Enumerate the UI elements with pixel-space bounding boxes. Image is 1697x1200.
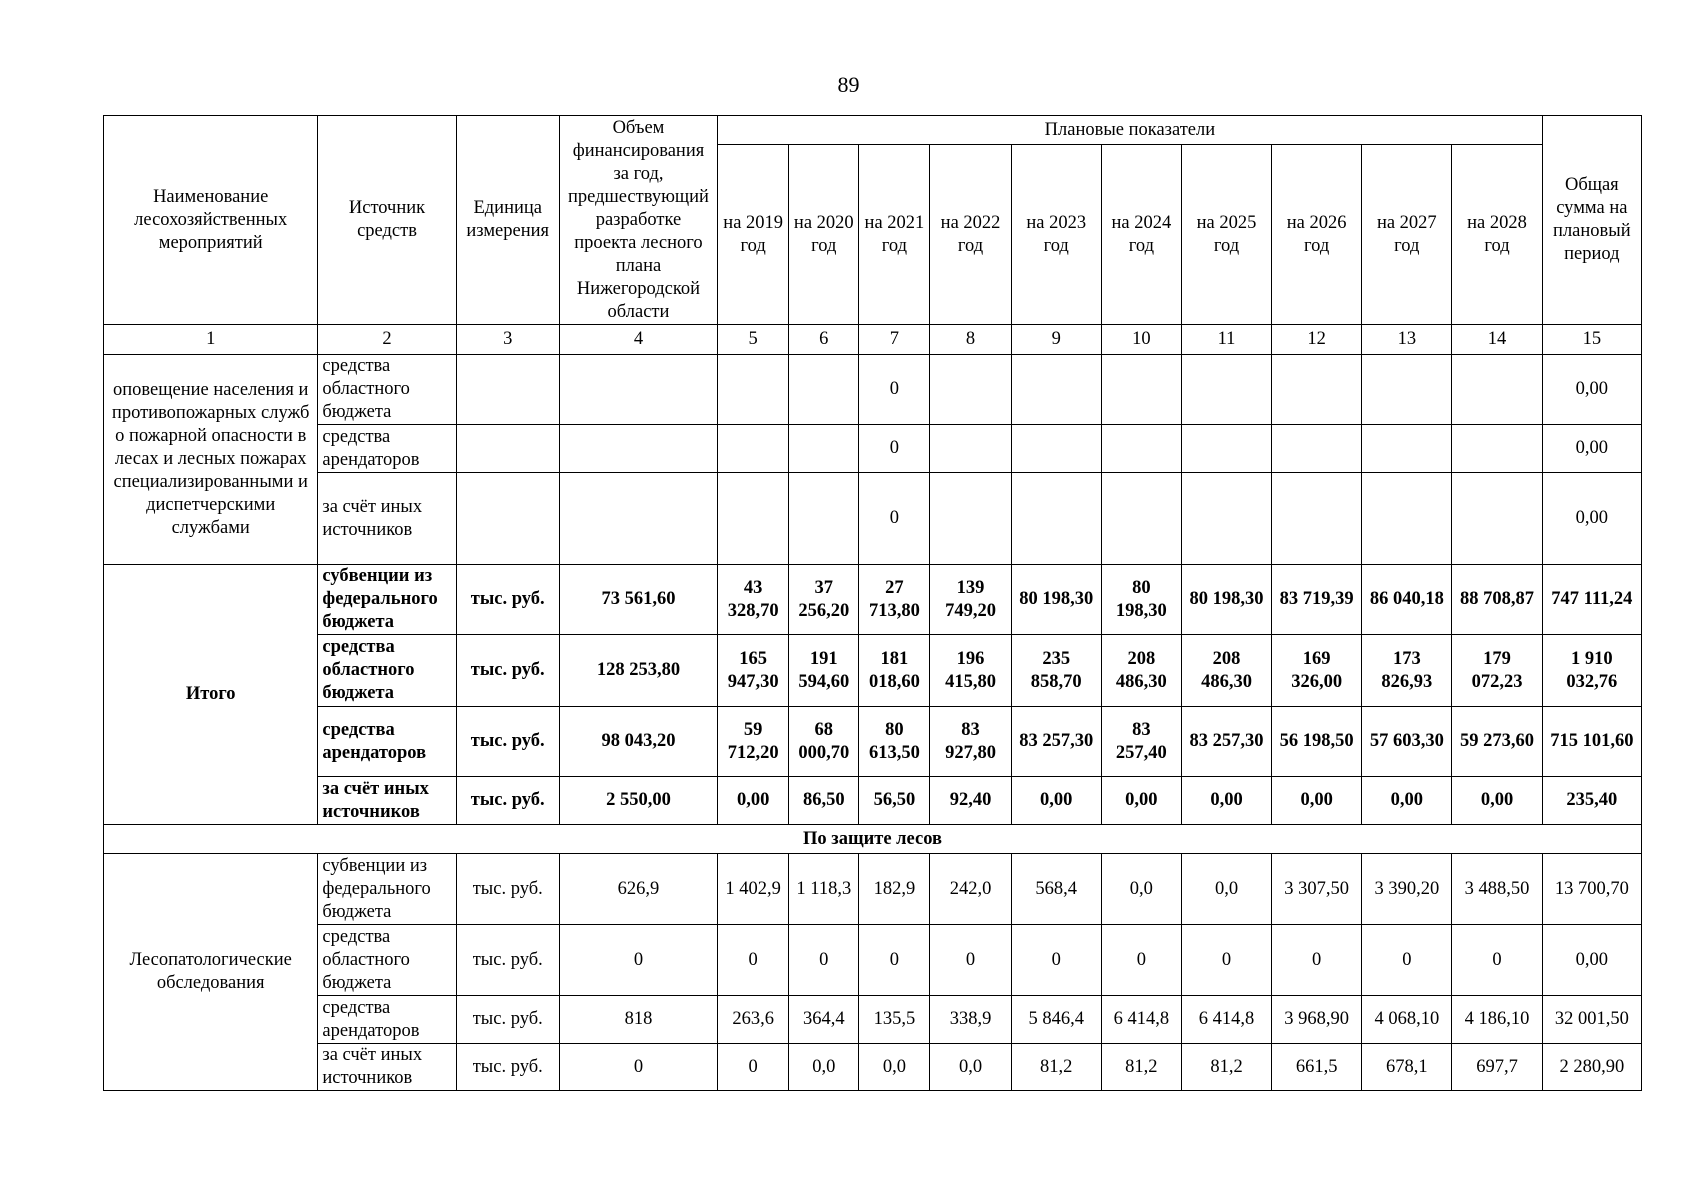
year-cell — [1452, 355, 1542, 425]
year-cell: 0 — [859, 425, 930, 473]
year-cell — [1452, 425, 1542, 473]
table-row — [104, 854, 1642, 925]
column-numbers-row — [104, 325, 1642, 355]
year-cell: 0,00 — [1011, 777, 1101, 825]
unit-cell: тыс. руб. — [456, 996, 559, 1044]
header-year: на 2020 год — [789, 145, 859, 325]
financing-table — [103, 115, 1642, 1091]
year-cell: 80 613,50 — [859, 707, 930, 777]
unit-cell: тыс. руб. — [456, 925, 559, 996]
table-row — [104, 473, 1642, 565]
volume-cell: 73 561,60 — [559, 565, 717, 635]
year-cell: 0,0 — [1181, 854, 1271, 925]
header-planned: Плановые показатели — [718, 116, 1543, 145]
year-cell: 0,00 — [718, 777, 789, 825]
year-cell: 697,7 — [1452, 1044, 1542, 1091]
header-total: Общая сумма на плановый период — [1542, 116, 1641, 325]
year-cell: 179 072,23 — [1452, 635, 1542, 707]
year-cell — [1101, 473, 1181, 565]
column-number: 6 — [789, 325, 859, 355]
year-cell: 0 — [1272, 925, 1362, 996]
year-cell: 83 257,30 — [1181, 707, 1271, 777]
year-cell: 86,50 — [789, 777, 859, 825]
year-cell — [930, 425, 1011, 473]
year-cell: 0 — [1181, 925, 1271, 996]
source-cell: за счёт иных источников — [318, 473, 456, 565]
year-cell — [1011, 473, 1101, 565]
year-cell — [1181, 425, 1271, 473]
year-cell — [1362, 425, 1452, 473]
year-cell: 208 486,30 — [1181, 635, 1271, 707]
header-year: на 2022 год — [930, 145, 1011, 325]
year-cell: 0,00 — [1362, 777, 1452, 825]
header-source: Источник средств — [318, 116, 456, 325]
year-cell: 3 488,50 — [1452, 854, 1542, 925]
year-cell: 0 — [718, 1044, 789, 1091]
year-cell: 0 — [859, 925, 930, 996]
year-cell: 182,9 — [859, 854, 930, 925]
year-cell: 5 846,4 — [1011, 996, 1101, 1044]
year-cell: 86 040,18 — [1362, 565, 1452, 635]
total-cell: 2 280,90 — [1542, 1044, 1641, 1091]
unit-cell: тыс. руб. — [456, 854, 559, 925]
year-cell: 165 947,30 — [718, 635, 789, 707]
year-cell: 169 326,00 — [1272, 635, 1362, 707]
year-cell: 235 858,70 — [1011, 635, 1101, 707]
unit-cell — [456, 355, 559, 425]
column-number: 11 — [1181, 325, 1271, 355]
year-cell: 57 603,30 — [1362, 707, 1452, 777]
volume-cell — [559, 473, 717, 565]
year-cell — [1362, 355, 1452, 425]
year-cell: 88 708,87 — [1452, 565, 1542, 635]
year-cell — [1452, 473, 1542, 565]
total-row — [104, 635, 1642, 707]
year-cell — [1272, 473, 1362, 565]
year-cell — [1362, 473, 1452, 565]
year-cell: 83 257,30 — [1011, 707, 1101, 777]
year-cell: 81,2 — [1101, 1044, 1181, 1091]
year-cell: 0,00 — [1181, 777, 1271, 825]
year-cell — [789, 355, 859, 425]
header-year: на 2025 год — [1181, 145, 1271, 325]
year-cell: 80 198,30 — [1011, 565, 1101, 635]
year-cell: 43 328,70 — [718, 565, 789, 635]
year-cell — [1272, 355, 1362, 425]
header-volume: Объем финансирования за год, предшествующий разработке проекта лесного плана Нижегородской области — [559, 116, 717, 325]
column-number: 15 — [1542, 325, 1641, 355]
year-cell: 83 719,39 — [1272, 565, 1362, 635]
volume-cell: 626,9 — [559, 854, 717, 925]
table-row — [104, 355, 1642, 425]
year-cell: 4 186,10 — [1452, 996, 1542, 1044]
total-cell: 32 001,50 — [1542, 996, 1641, 1044]
section-title: По защите лесов — [104, 825, 1642, 854]
column-number: 5 — [718, 325, 789, 355]
source-cell: средства областного бюджета — [318, 635, 456, 707]
column-number: 3 — [456, 325, 559, 355]
year-cell — [1101, 355, 1181, 425]
year-cell: 263,6 — [718, 996, 789, 1044]
total-cell: 1 910 032,76 — [1542, 635, 1641, 707]
unit-cell: тыс. руб. — [456, 707, 559, 777]
year-cell: 0,0 — [1101, 854, 1181, 925]
year-cell — [1101, 425, 1181, 473]
year-cell: 242,0 — [930, 854, 1011, 925]
total-cell: 715 101,60 — [1542, 707, 1641, 777]
year-cell: 0,0 — [859, 1044, 930, 1091]
year-cell — [1181, 473, 1271, 565]
year-cell: 0,00 — [1272, 777, 1362, 825]
page-number: 89 — [837, 72, 860, 97]
source-cell: за счёт иных источников — [318, 777, 456, 825]
volume-cell — [559, 355, 717, 425]
source-cell: средства арендаторов — [318, 425, 456, 473]
year-cell — [1272, 425, 1362, 473]
year-cell — [718, 473, 789, 565]
total-cell: 0,00 — [1542, 925, 1641, 996]
source-cell: средства областного бюджета — [318, 355, 456, 425]
total-row — [104, 565, 1642, 635]
year-cell: 3 968,90 — [1272, 996, 1362, 1044]
volume-cell: 0 — [559, 925, 717, 996]
column-number: 4 — [559, 325, 717, 355]
source-cell: средства областного бюджета — [318, 925, 456, 996]
year-cell — [930, 355, 1011, 425]
year-cell — [789, 473, 859, 565]
section-row — [104, 825, 1642, 854]
header-year: на 2021 год — [859, 145, 930, 325]
year-cell: 196 415,80 — [930, 635, 1011, 707]
year-cell: 208 486,30 — [1101, 635, 1181, 707]
activity-name: оповещение населения и противопожарных служб о пожарной опасности в лесах и лесных пожарах специализированными и диспетчерскими службами — [104, 355, 318, 565]
column-number: 9 — [1011, 325, 1101, 355]
volume-cell: 98 043,20 — [559, 707, 717, 777]
column-number: 1 — [104, 325, 318, 355]
source-cell: за счёт иных источников — [318, 1044, 456, 1091]
header-row — [104, 116, 1642, 145]
unit-cell: тыс. руб. — [456, 1044, 559, 1091]
year-cell: 568,4 — [1011, 854, 1101, 925]
year-cell — [1181, 355, 1271, 425]
year-cell: 0,0 — [789, 1044, 859, 1091]
year-cell: 0 — [1362, 925, 1452, 996]
year-cell: 3 390,20 — [1362, 854, 1452, 925]
year-cell: 4 068,10 — [1362, 996, 1452, 1044]
column-number: 10 — [1101, 325, 1181, 355]
column-number: 7 — [859, 325, 930, 355]
volume-cell: 818 — [559, 996, 717, 1044]
year-cell: 364,4 — [789, 996, 859, 1044]
year-cell: 181 018,60 — [859, 635, 930, 707]
total-cell: 0,00 — [1542, 473, 1641, 565]
activity-name: Лесопатологические обследования — [104, 854, 318, 1091]
volume-cell: 2 550,00 — [559, 777, 717, 825]
table-row — [104, 925, 1642, 996]
column-number: 13 — [1362, 325, 1452, 355]
unit-cell: тыс. руб. — [456, 635, 559, 707]
year-cell: 59 273,60 — [1452, 707, 1542, 777]
column-number: 8 — [930, 325, 1011, 355]
unit-cell: тыс. руб. — [456, 777, 559, 825]
volume-cell: 128 253,80 — [559, 635, 717, 707]
year-cell: 6 414,8 — [1181, 996, 1271, 1044]
table-row — [104, 425, 1642, 473]
unit-cell — [456, 473, 559, 565]
source-cell: субвенции из федерального бюджета — [318, 565, 456, 635]
year-cell: 661,5 — [1272, 1044, 1362, 1091]
year-cell: 3 307,50 — [1272, 854, 1362, 925]
year-cell: 56,50 — [859, 777, 930, 825]
volume-cell — [559, 425, 717, 473]
year-cell — [718, 425, 789, 473]
year-cell: 6 414,8 — [1101, 996, 1181, 1044]
year-cell — [930, 473, 1011, 565]
year-cell: 80 198,30 — [1101, 565, 1181, 635]
year-cell: 0 — [1101, 925, 1181, 996]
year-cell: 0 — [789, 925, 859, 996]
volume-cell: 0 — [559, 1044, 717, 1091]
year-cell: 173 826,93 — [1362, 635, 1452, 707]
total-cell: 13 700,70 — [1542, 854, 1641, 925]
column-number: 2 — [318, 325, 456, 355]
source-cell: субвенции из федерального бюджета — [318, 854, 456, 925]
table-row — [104, 996, 1642, 1044]
year-cell — [789, 425, 859, 473]
year-cell: 1 118,3 — [789, 854, 859, 925]
year-cell: 0 — [1011, 925, 1101, 996]
year-cell: 80 198,30 — [1181, 565, 1271, 635]
year-cell: 1 402,9 — [718, 854, 789, 925]
year-cell: 81,2 — [1181, 1044, 1271, 1091]
total-row — [104, 777, 1642, 825]
total-row — [104, 707, 1642, 777]
total-cell: 235,40 — [1542, 777, 1641, 825]
totals-label: Итого — [104, 565, 318, 825]
year-cell: 0 — [859, 473, 930, 565]
table-row — [104, 1044, 1642, 1091]
header-activity: Наименование лесохозяйственных мероприятий — [104, 116, 318, 325]
year-cell: 0 — [718, 925, 789, 996]
year-cell: 56 198,50 — [1272, 707, 1362, 777]
header-year: на 2026 год — [1272, 145, 1362, 325]
year-cell — [1011, 425, 1101, 473]
year-cell: 135,5 — [859, 996, 930, 1044]
header-year: на 2024 год — [1101, 145, 1181, 325]
year-cell — [718, 355, 789, 425]
year-cell: 81,2 — [1011, 1044, 1101, 1091]
year-cell: 27 713,80 — [859, 565, 930, 635]
year-cell: 0,00 — [1101, 777, 1181, 825]
year-cell — [1011, 355, 1101, 425]
total-cell: 747 111,24 — [1542, 565, 1641, 635]
year-cell: 0,00 — [1452, 777, 1542, 825]
year-cell: 83 927,80 — [930, 707, 1011, 777]
header-unit: Единица измерения — [456, 116, 559, 325]
year-cell: 338,9 — [930, 996, 1011, 1044]
header-year: на 2028 год — [1452, 145, 1542, 325]
year-cell: 0 — [1452, 925, 1542, 996]
total-cell: 0,00 — [1542, 425, 1641, 473]
year-cell: 191 594,60 — [789, 635, 859, 707]
year-cell: 0 — [930, 925, 1011, 996]
year-cell: 37 256,20 — [789, 565, 859, 635]
year-cell: 92,40 — [930, 777, 1011, 825]
year-cell: 59 712,20 — [718, 707, 789, 777]
year-cell: 0,0 — [930, 1044, 1011, 1091]
year-cell: 83 257,40 — [1101, 707, 1181, 777]
total-cell: 0,00 — [1542, 355, 1641, 425]
header-year: на 2019 год — [718, 145, 789, 325]
year-cell: 678,1 — [1362, 1044, 1452, 1091]
column-number: 14 — [1452, 325, 1542, 355]
header-year: на 2023 год — [1011, 145, 1101, 325]
column-number: 12 — [1272, 325, 1362, 355]
source-cell: средства арендаторов — [318, 996, 456, 1044]
header-year: на 2027 год — [1362, 145, 1452, 325]
unit-cell — [456, 425, 559, 473]
unit-cell: тыс. руб. — [456, 565, 559, 635]
year-cell: 0 — [859, 355, 930, 425]
year-cell: 68 000,70 — [789, 707, 859, 777]
year-cell: 139 749,20 — [930, 565, 1011, 635]
source-cell: средства арендаторов — [318, 707, 456, 777]
